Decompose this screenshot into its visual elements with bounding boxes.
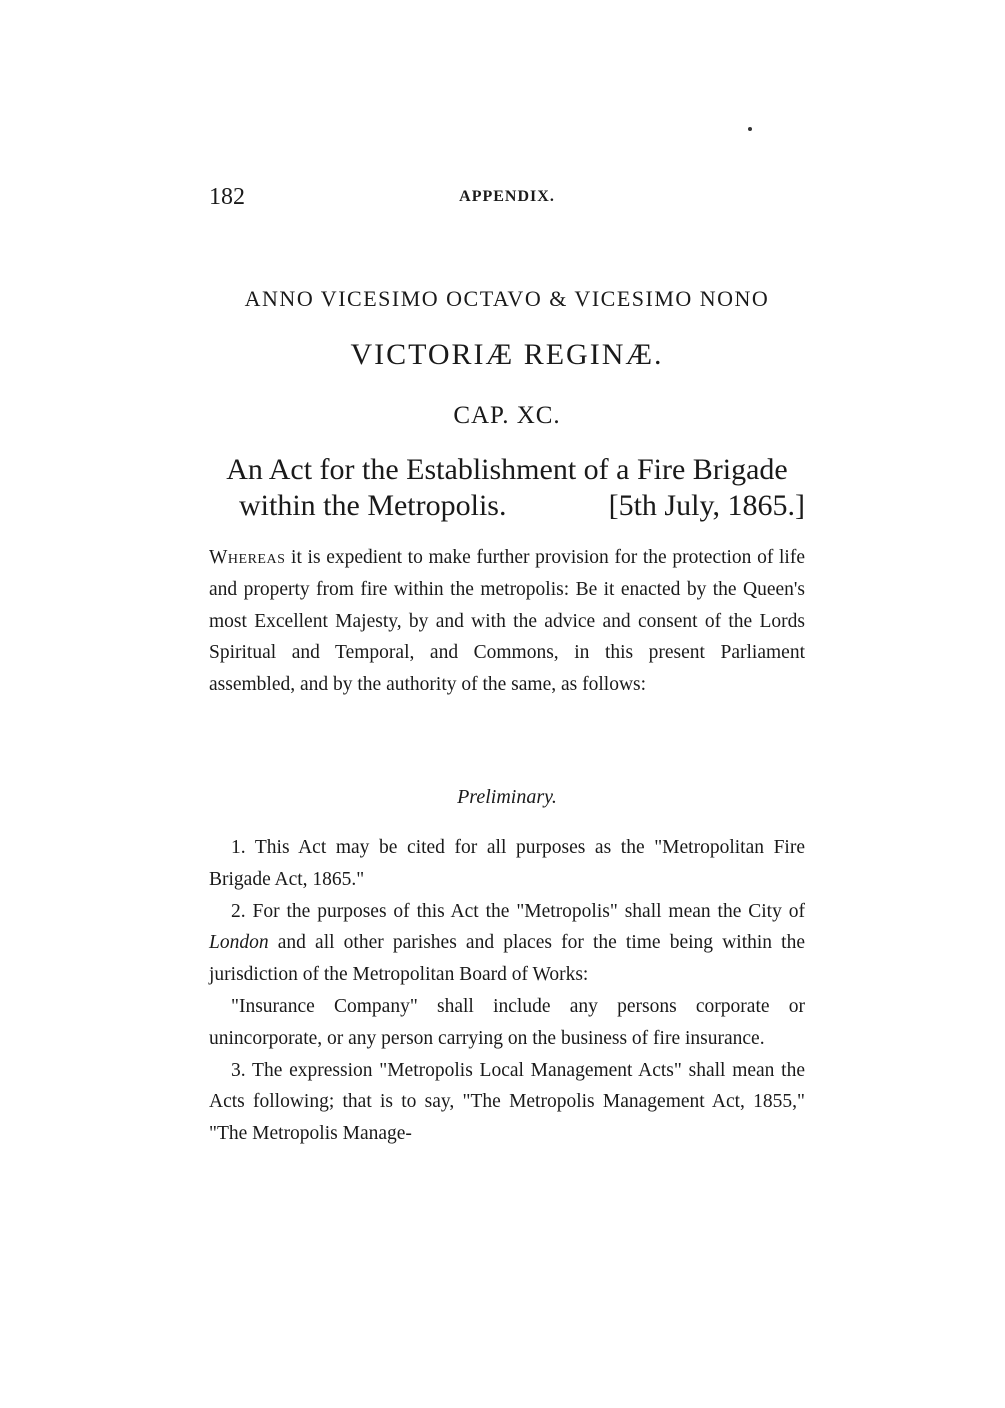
act-title (209, 452, 805, 524)
sections-body (209, 832, 805, 1150)
section-2 (209, 896, 805, 991)
preamble-first-word: Whereas (209, 547, 286, 568)
act-title-line2 (209, 488, 805, 524)
page-number: 182 (209, 184, 245, 210)
section-1: 1. This Act may be cited for all purposes as the "Metropolitan Fire Brigade Act, 1865." (209, 837, 805, 890)
act-date: [5th July, 1865.] (608, 489, 805, 522)
section-heading: Preliminary. (457, 786, 557, 808)
section-3: 3. The expression "Metropolis Local Management Acts" shall mean the Acts following; that is to say, "The Metropolis Management Act, 1855," "The Metropolis Manage- (209, 1059, 805, 1145)
preamble-paragraph (209, 542, 805, 701)
scan-speck (748, 127, 752, 131)
chapter-heading: CAP. XC. (453, 402, 561, 429)
regnal-line: VICTORIÆ REGINÆ. (350, 338, 664, 371)
section-2-after: and all other parishes and places for the time being within the jurisdiction of the Metropolitan Board of Works: (209, 932, 805, 986)
section-2-italic: London (209, 932, 269, 954)
act-title-line1: An Act for the Establishment of a Fire Brigade (226, 453, 788, 486)
act-title-line2-left: within the Metropolis. (239, 489, 507, 522)
section-2-before: 2. For the purposes of this Act the "Metropolis" shall mean the City of (231, 900, 805, 922)
section-2-insurance: "Insurance Company" shall include any persons corporate or unincorporate, or any person carrying on the business of fire insurance. (209, 995, 805, 1049)
page-header (209, 184, 805, 214)
anno-line: ANNO VICESIMO OCTAVO & VICESIMO NONO (244, 286, 770, 311)
running-head: APPENDIX. (459, 188, 555, 205)
preamble-text: it is expedient to make further provision for the protection of life and property from fire within the metropolis: Be it enacted by the Queen's most Excellent Majesty, by and with the advice and consent of the Lords Spiritual and Temporal, and Commons, in this present Parliament assembled, and by the authority of the same, as follows: (209, 547, 805, 696)
